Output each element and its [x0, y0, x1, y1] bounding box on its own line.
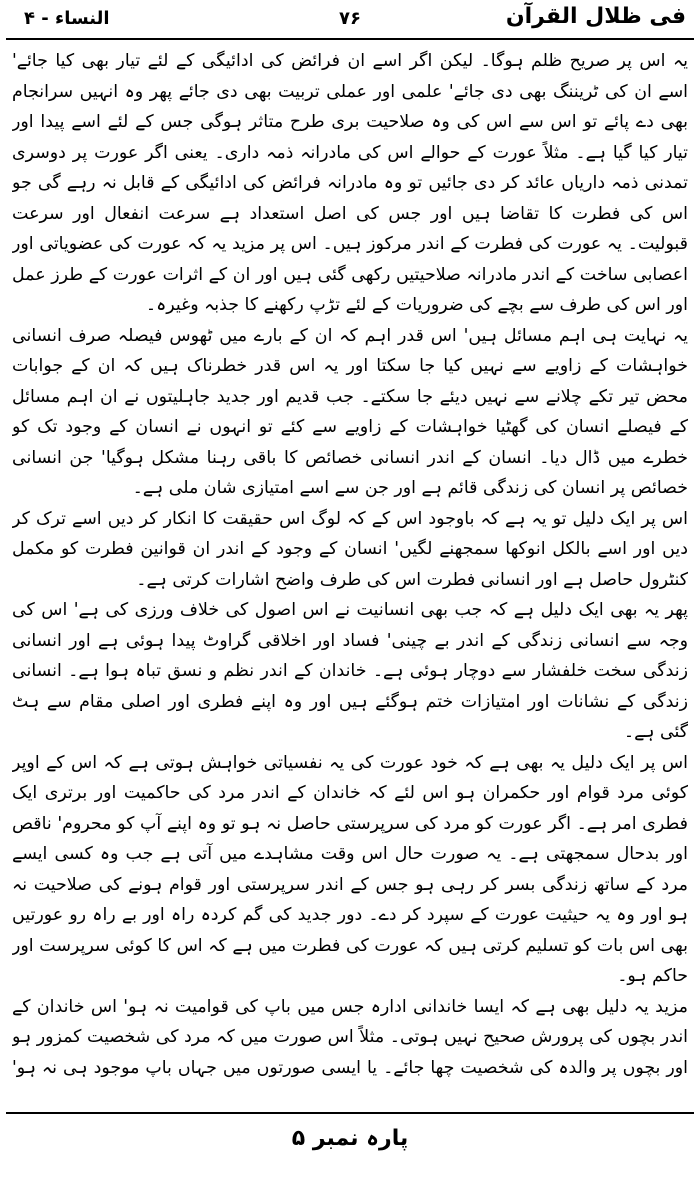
book-title: فی ظلال القرآن — [505, 4, 686, 29]
paragraph: اس پر ایک دلیل تو یہ ہے کہ باوجود اس کے کہ لوگ اس حقیقت کا انکار کر دیں اسے ترک کر دیں اور اسے بالکل انوکھا سمجھنے لگیں' انسان کے وجود کے اندر ان قوانین فطرت کو مکمل کنٹرول حاصل ہے اور انسانی فطرت اس کی طرف واضح اشارات کرتی ہے۔ — [12, 508, 688, 590]
paragraph: پھر یہ بھی ایک دلیل ہے کہ جب بھی انسانیت نے اس اصول کی خلاف ورزی کی ہے' اس کی وجہ سے انسانی زندگی کے اندر بے چینی' فساد اور اخلاقی گراوٹ پیدا ہوئی ہے اور انسانی زندگی سخت خلفشار سے دوچار ہوئی ہے۔ خاندان کے اندر نظم و نسق تباہ ہوا ہے۔ انسانی زندگی کے نشانات اور امتیازات ختم ہوگئے ہیں اور وہ اپنے فطری اور اصلی مقام سے ہٹ گئی ہے۔ — [12, 600, 688, 742]
header-divider — [6, 38, 694, 40]
paragraph: یہ نہایت ہی اہم مسائل ہیں' اس قدر اہم کہ ان کے بارے میں ٹھوس فیصلہ صرف انسانی خواہشات کے زاویے سے نہیں کیا جا سکتا اور یہ اس قدر خطرناک ہیں کہ ان کے جوابات محض تیر تکے چلانے سے نہیں دیئے جا سکتے۔ جب قدیم اور جدید جاہلیتوں نے ان اہم مسائل کے فیصلے انسان کی گھٹیا خواہشات کے زاویے سے کئے تو انہوں نے انسان کے وجود تک کو خطرے میں ڈال دیا۔ انسان کے اندر انسانی خصائص کا باقی رہنا مشکل ہوگیا' جن انسانی خصائص پر انسان کی زندگی قائم ہے اور جن سے اسے امتیازی شان ملی ہے۔ — [12, 325, 688, 498]
paragraph: اس پر ایک دلیل یہ بھی ہے کہ خود عورت کی یہ نفسیاتی خواہش ہوتی ہے کہ اس کے اوپر کوئی مرد قوام اور حکمران ہو اس لئے کہ خاندان کے اندر مرد کی حاکمیت اور برتری ایک فطری امر ہے۔ اگر عورت کو مرد کی سرپرستی حاصل نہ ہو تو وہ اپنے آپ کو محروم' ناقص اور بدحال سمجھتی ہے۔ یہ صورت حال اس وقت مشاہدے میں آتی ہے جب وہ کسی ایسے مرد کے ساتھ زندگی بسر کر رہی ہو جس کے اندر سرپرستی اور قوام ہونے کی صلاحیت نہ ہو اور وہ یہ حیثیت عورت کے سپرد کر دے۔ دور جدید کی گم کردہ راہ اور بے راہ رو عورتیں بھی اس بات کو تسلیم کرتی ہیں کہ عورت کی فطرت میں ہے کہ اس کا کوئی سرپرست اور حاکم ہو۔ — [12, 752, 688, 986]
page-body — [12, 46, 688, 1086]
page-number: ۷۶ — [339, 8, 361, 29]
paragraph: مزید یہ دلیل بھی ہے کہ ایسا خاندانی ادارہ جس میں باپ کی قوامیت نہ ہو' اس خاندان کے اندر بچوں کی پرورش صحیح نہیں ہوتی۔ مثلاً اس صورت میں کہ مرد کی شخصیت کمزور ہو اور بچوں پر والدہ کی شخصیت چھا جائے۔ یا ایسی صورتوں میں جہاں باپ موجود ہی نہ ہو' — [12, 996, 688, 1078]
footer-divider — [6, 1112, 694, 1114]
para-number-footer: پارہ نمبر ۵ — [291, 1126, 409, 1151]
page-header — [0, 0, 700, 40]
paragraph: یہ اس پر صریح ظلم ہوگا۔ لیکن اگر اسے ان فرائض کی ادائیگی کے لئے تیار بھی کیا جائے' اسے ان کی ٹریننگ بھی دی جائے' علمی اور عملی تربیت بھی دی جائے پھر وہ انہیں سرانجام بھی دے پائے تو اس سے اس کی وہ صلاحیت بری طرح متاثر ہوگی جس کے لئے اسے پیدا اور تیار کیا گیا ہے۔ مثلاً عورت کے حوالے اس کی مادرانہ ذمہ داری۔ یعنی اگر عورت پر دوسری تمدنی ذمہ داریاں عائد کر دی جائیں تو وہ مادرانہ فرائض کی ادائیگی کے قابل نہ رہے گی جو اس کی فطرت کا تقاضا ہیں اور جس کی اصل استعداد ہے سرعت انفعال اور سرعت قبولیت۔ یہ عورت کی فطرت کے اندر مرکوز ہیں۔ اس پر مزید یہ کہ عورت کی عضویاتی اور اعصابی ساخت کے اندر مادرانہ صلاحیتیں رکھی گئی ہیں اور ان کے اثرات عورت کے طرز عمل اور اس کی طرف سے بچے کی ضروریات کے لئے تڑپ رکھنے کا جذبہ وغیرہ۔ — [12, 51, 688, 315]
surah-name: النساء - ۴ — [24, 8, 110, 29]
